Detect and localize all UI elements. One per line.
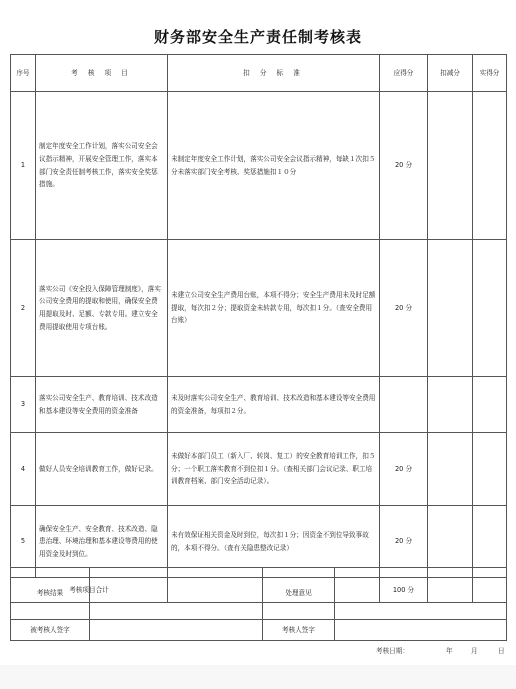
header-row [11, 55, 507, 92]
opinion-label: 处理意见 [263, 568, 335, 620]
table-row [11, 433, 507, 506]
table-row [11, 377, 507, 433]
page-bottom-margin [0, 665, 516, 689]
total-due-score: 100 分 [380, 578, 428, 603]
row-item: 确保安全生产、安全教育、技术改造、隐患治理、环境治理和基本建设等费用的使用资金及时到位。 [36, 506, 168, 578]
header-deduct-score: 扣减分 [428, 55, 473, 92]
result-field[interactable] [90, 568, 263, 620]
row-due-score [380, 377, 428, 433]
result-table [10, 567, 507, 641]
examinee-signature-label: 被考核人签字 [11, 620, 90, 641]
row-deduct-cell[interactable] [428, 433, 473, 506]
row-item: 制定年度安全工作计划，落实公司安全会议指示精神，开展安全管理工作，落实本部门安全责任制考核工作，落实安全奖惩措施。 [36, 92, 168, 240]
header-items: 考 核 项 目 [36, 55, 168, 92]
header-actual-score: 实得分 [473, 55, 507, 92]
row-seq: 3 [11, 377, 36, 433]
row-actual-cell[interactable] [473, 433, 507, 506]
row-item: 落实公司安全生产、教育培训、技术改造和基本建设等安全费用的资金准备 [36, 377, 168, 433]
row-criteria: 未建立公司安全生产费用台账，本项不得分；安全生产费用未及时足额提取，每次扣２分；提取资金未转款专用，每次扣１分。（查安全费用台账） [168, 240, 380, 377]
assessment-table [10, 54, 507, 603]
date-day: 日 [498, 647, 505, 655]
row-due-score: 20 分 [380, 92, 428, 240]
row-seq: 5 [11, 506, 36, 578]
table-row [11, 240, 507, 377]
date-month: 月 [471, 647, 478, 655]
row-actual-cell[interactable] [473, 377, 507, 433]
row-criteria: 未及时落实公司安全生产、教育培训、技术改造和基本建设等安全费用的资金准备，每项扣２分。 [168, 377, 380, 433]
result-label: 考核结果 [11, 568, 90, 620]
total-label: 考核项目合计 [11, 578, 168, 603]
examiner-signature-field[interactable] [335, 620, 507, 641]
row-actual-cell[interactable] [473, 240, 507, 377]
date-label: 考核日期： [376, 647, 409, 655]
row-criteria: 未制定年度安全工作计划，落实公司安全会议指示精神，每缺１次扣５分未落实部门安全考核、奖惩措施扣１０分 [168, 92, 380, 240]
signature-row [11, 620, 507, 641]
row-seq: 1 [11, 92, 36, 240]
examiner-signature-label: 考核人签字 [263, 620, 335, 641]
row-due-score: 20 分 [380, 506, 428, 578]
row-seq: 2 [11, 240, 36, 377]
row-due-score: 20 分 [380, 433, 428, 506]
table-row [11, 92, 507, 240]
result-row [11, 568, 507, 620]
row-due-score: 20 分 [380, 240, 428, 377]
header-due-score: 应得分 [380, 55, 428, 92]
row-criteria: 未有效保证相关资金及时到位，每次扣１分；因资金不到位导致事故的，本项不得分。（查有关隐患整改记录） [168, 506, 380, 578]
row-actual-cell[interactable] [473, 92, 507, 240]
examinee-signature-field[interactable] [90, 620, 263, 641]
header-criteria: 扣 分 标 准 [168, 55, 380, 92]
opinion-field[interactable] [335, 568, 507, 620]
page-title: 财务部安全生产责任制考核表 [153, 28, 362, 46]
row-criteria: 未做好本部门员工（新入厂、转岗、复工）的安全教育培训工作，扣５分；一个职工落实教育不到位扣１分。（查相关部门会议记录、职工培训教育档案、部门安全活动记录）。 [168, 433, 380, 506]
row-deduct-cell[interactable] [428, 377, 473, 433]
row-deduct-cell[interactable] [428, 240, 473, 377]
date-year: 年 [446, 647, 453, 655]
header-seq: 序号 [11, 55, 36, 92]
row-seq: 4 [11, 433, 36, 506]
row-deduct-cell[interactable] [428, 92, 473, 240]
row-item: 落实公司《安全投入保障管理制度》，落实公司安全费用的提取和使用，确保安全费用提取及时、足额、专款专用。建立安全费用提取使用专项台账。 [36, 240, 168, 377]
row-item: 做好人员安全培训教育工作，做好记录。 [36, 433, 168, 506]
